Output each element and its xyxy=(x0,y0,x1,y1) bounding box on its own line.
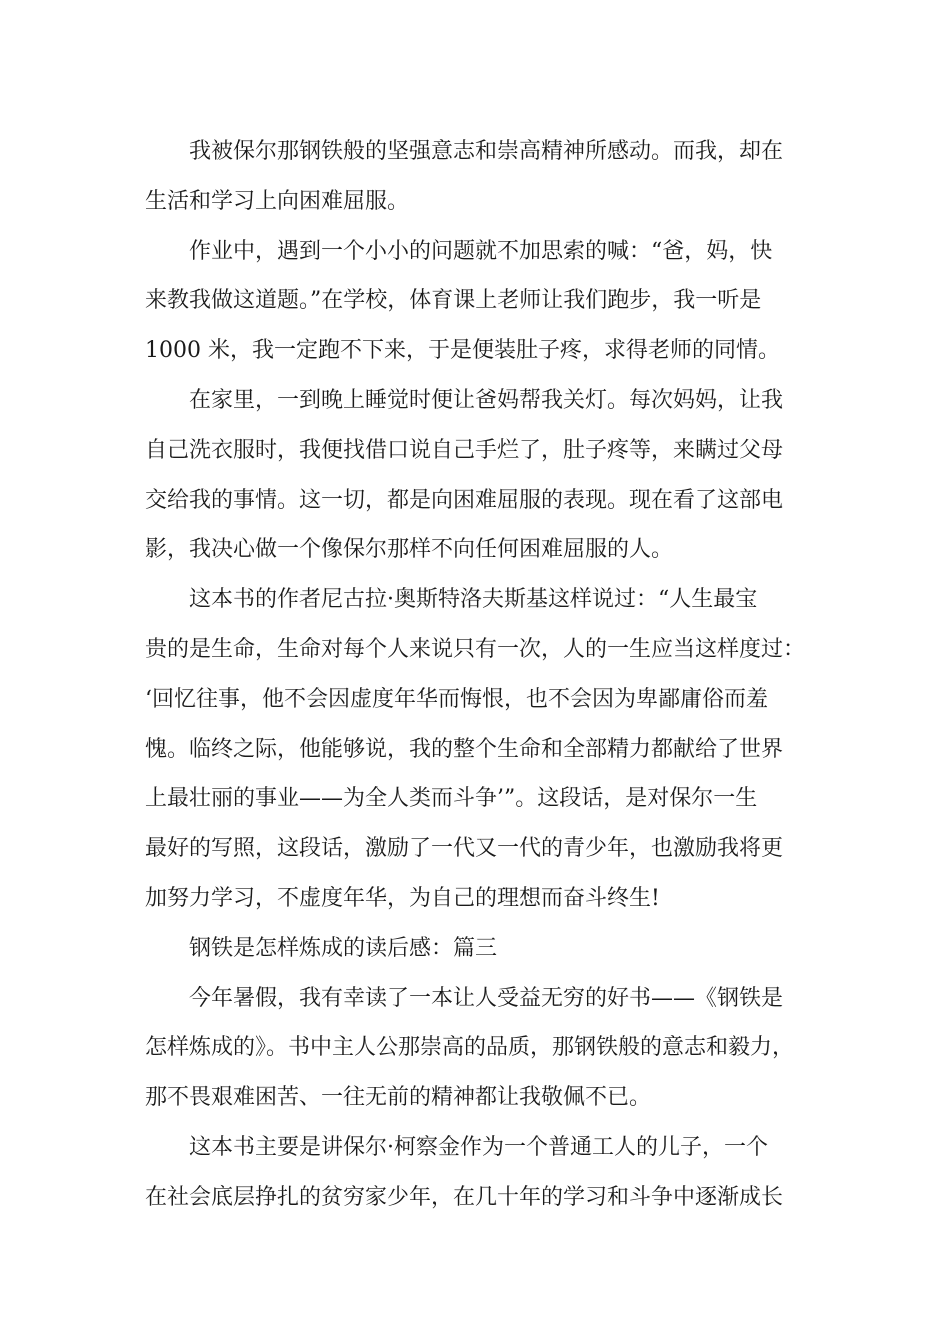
text-line: 那不畏艰难困苦、一往无前的精神都让我敬佩不已。 xyxy=(145,1085,652,1111)
text-line: 最好的写照，这段话，激励了一代又一代的青少年，也激励我将更 xyxy=(145,836,784,862)
text-line: 这本书主要是讲保尔·柯察金作为一个普通工人的儿子，一个 xyxy=(189,1134,768,1160)
text-line: 在社会底层挣扎的贫穷家少年，在几十年的学习和斗争中逐渐成长 xyxy=(145,1184,784,1210)
document-body xyxy=(145,127,805,1223)
text-line: ‘回忆往事，他不会因虚度年华而悔恨，也不会因为卑鄙庸俗而羞 xyxy=(145,686,768,712)
text-line: 怎样炼成的》。书中主人公那崇高的品质，那钢铁般的意志和毅力， xyxy=(145,1035,795,1061)
text-line: 贵的是生命，生命对每个人来说只有一次，人的一生应当这样度过： xyxy=(145,636,806,662)
text-line: 交给我的事情。这一切，都是向困难屈服的表现。现在看了这部电 xyxy=(145,487,784,513)
text-line: 今年暑假，我有幸读了一本让人受益无穷的好书——《钢铁是 xyxy=(189,985,784,1011)
text-line: 作业中，遇到一个小小的问题就不加思索的喊：“爸，妈，快 xyxy=(189,238,773,264)
text-line: 在家里，一到晚上睡觉时便让爸妈帮我关灯。每次妈妈，让我 xyxy=(189,387,784,413)
text-line: 来教我做这道题。”在学校，体育课上老师让我们跑步，我一听是 xyxy=(145,288,762,314)
section-heading: 钢铁是怎样炼成的读后感：篇三 xyxy=(189,935,498,961)
text-line: 加努力学习，不虚度年华，为自己的理想而奋斗终生! xyxy=(145,885,660,911)
text-line: 我被保尔那钢铁般的坚强意志和崇高精神所感动。而我，却在 xyxy=(189,139,784,164)
text-line: 生活和学习上向困难屈服。 xyxy=(145,188,410,214)
text-line: 愧。临终之际，他能够说，我的整个生命和全部精力都献给了世界 xyxy=(145,736,784,762)
text-line: 自己洗衣服时，我便找借口说自己手烂了，肚子疼等，来瞒过父母 xyxy=(145,437,784,463)
text-line: 这本书的作者尼古拉·奥斯特洛夫斯基这样说过：“人生最宝 xyxy=(189,587,758,613)
text-line: 影，我决心做一个像保尔那样不向任何困难屈服的人。 xyxy=(145,537,674,563)
text-line: 上最壮丽的事业——为全人类而斗争’”。这段话，是对保尔一生 xyxy=(145,786,758,812)
text-line: 1000 米，我一定跑不下来，于是便装肚子疼，求得老师的同情。 xyxy=(145,338,780,364)
